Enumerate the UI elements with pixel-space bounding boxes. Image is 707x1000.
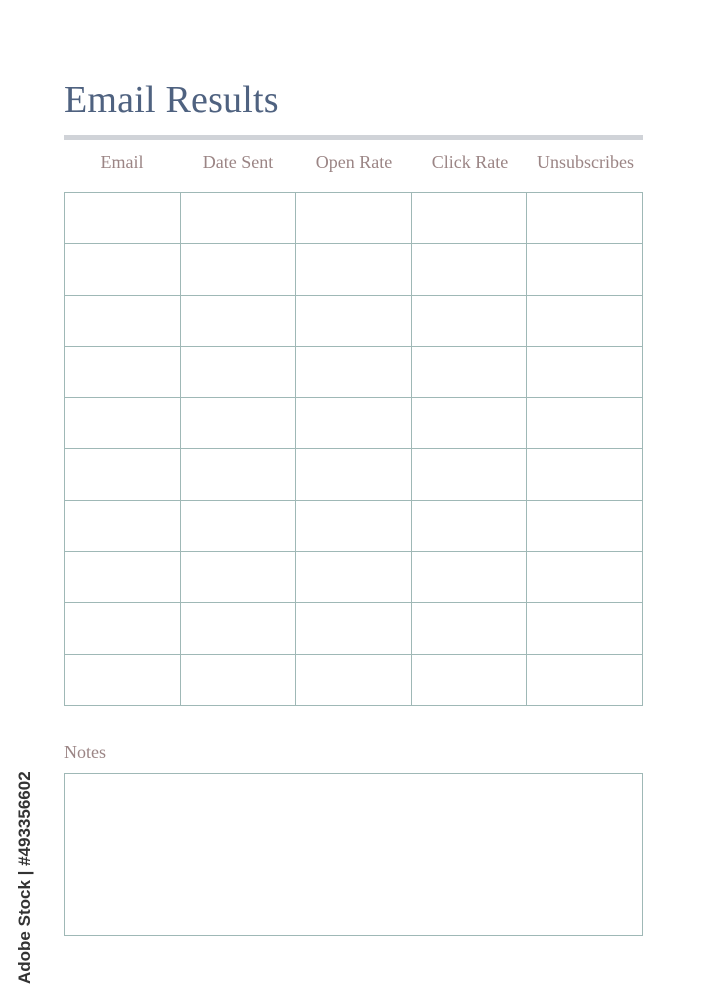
- results-table-body: [65, 193, 643, 706]
- table-cell[interactable]: [180, 346, 296, 397]
- table-cell[interactable]: [411, 346, 527, 397]
- table-row: [65, 346, 643, 397]
- table-cell[interactable]: [411, 603, 527, 654]
- table-cell[interactable]: [296, 603, 412, 654]
- table-cell[interactable]: [527, 346, 643, 397]
- table-cell[interactable]: [296, 500, 412, 551]
- stock-watermark-text: Adobe Stock | #493356602: [15, 771, 34, 984]
- notes-box[interactable]: [64, 773, 643, 936]
- table-cell[interactable]: [65, 398, 181, 449]
- table-cell[interactable]: [296, 244, 412, 295]
- table-cell[interactable]: [65, 193, 181, 244]
- table-row: [65, 398, 643, 449]
- table-row: [65, 603, 643, 654]
- table-cell[interactable]: [296, 552, 412, 603]
- table-cell[interactable]: [411, 244, 527, 295]
- table-row: [65, 449, 643, 500]
- table-cell[interactable]: [296, 295, 412, 346]
- table-cell[interactable]: [527, 552, 643, 603]
- table-cell[interactable]: [65, 244, 181, 295]
- table-row: [65, 552, 643, 603]
- table-cell[interactable]: [296, 346, 412, 397]
- table-cell[interactable]: [180, 193, 296, 244]
- column-header-click-rate: Click Rate: [431, 152, 509, 172]
- table-row: [65, 295, 643, 346]
- table-cell[interactable]: [180, 244, 296, 295]
- table-cell[interactable]: [527, 654, 643, 705]
- table-cell[interactable]: [411, 654, 527, 705]
- table-cell[interactable]: [65, 295, 181, 346]
- table-cell[interactable]: [180, 500, 296, 551]
- table-cell[interactable]: [65, 500, 181, 551]
- column-header-open-rate: Open Rate: [315, 152, 393, 172]
- table-cell[interactable]: [65, 449, 181, 500]
- table-row: [65, 654, 643, 705]
- table-cell[interactable]: [411, 552, 527, 603]
- column-header-email: Email: [100, 152, 144, 172]
- table-cell[interactable]: [527, 244, 643, 295]
- table-row: [65, 244, 643, 295]
- table-cell[interactable]: [296, 398, 412, 449]
- stock-watermark-svg: [8, 760, 38, 984]
- table-cell[interactable]: [65, 346, 181, 397]
- table-cell[interactable]: [527, 295, 643, 346]
- table-cell[interactable]: [527, 500, 643, 551]
- column-headers: [64, 152, 643, 180]
- table-row: [65, 500, 643, 551]
- table-cell[interactable]: [180, 654, 296, 705]
- table-cell[interactable]: [411, 398, 527, 449]
- results-table: [64, 192, 643, 706]
- table-cell[interactable]: [296, 654, 412, 705]
- stock-watermark-id: [8, 760, 38, 984]
- table-cell[interactable]: [527, 193, 643, 244]
- table-cell[interactable]: [65, 603, 181, 654]
- table-cell[interactable]: [180, 295, 296, 346]
- table-cell[interactable]: [180, 398, 296, 449]
- notes-label: Notes: [64, 742, 106, 762]
- table-row: [65, 193, 643, 244]
- column-header-unsubscribes: Unsubscribes: [537, 152, 634, 172]
- table-cell[interactable]: [411, 449, 527, 500]
- table-cell[interactable]: [527, 603, 643, 654]
- title-divider: [64, 135, 643, 140]
- table-cell[interactable]: [296, 193, 412, 244]
- table-cell[interactable]: [411, 295, 527, 346]
- table-cell[interactable]: [411, 500, 527, 551]
- table-cell[interactable]: [527, 449, 643, 500]
- table-cell[interactable]: [296, 449, 412, 500]
- table-cell[interactable]: [527, 398, 643, 449]
- table-cell[interactable]: [180, 603, 296, 654]
- table-cell[interactable]: [180, 552, 296, 603]
- table-cell[interactable]: [411, 193, 527, 244]
- table-cell[interactable]: [65, 654, 181, 705]
- table-cell[interactable]: [65, 552, 181, 603]
- table-cell[interactable]: [180, 449, 296, 500]
- page-title: Email Results: [64, 79, 279, 121]
- column-header-date-sent: Date Sent: [202, 152, 274, 172]
